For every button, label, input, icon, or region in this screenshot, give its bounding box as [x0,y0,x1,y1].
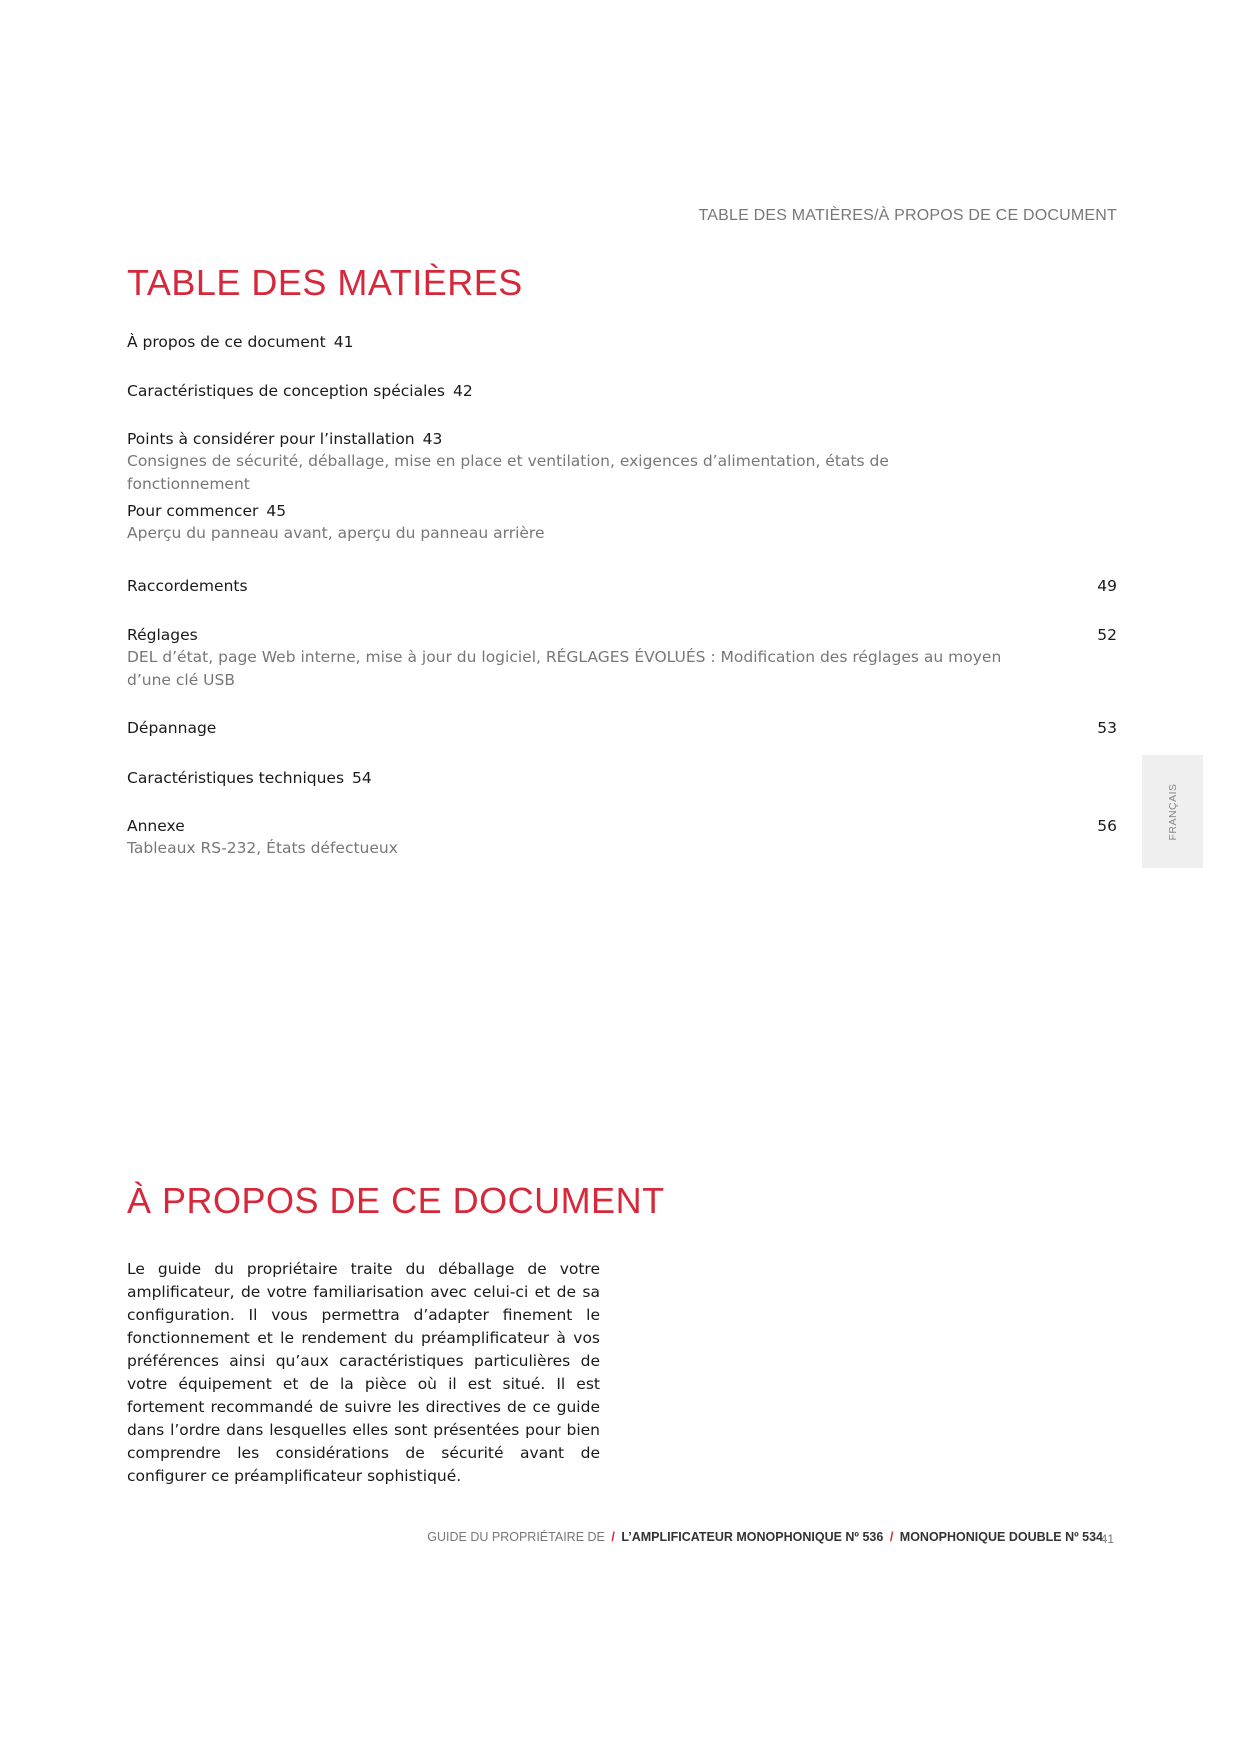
toc-entry-title: Annexe [127,817,185,835]
toc-entry[interactable] [127,717,1117,739]
toc-entry-page: 54 [352,769,372,787]
toc-entry[interactable] [127,815,1117,860]
toc-entry-title: Caractéristiques de conception spéciales 42 [127,382,473,400]
page-number: 41 [1100,1532,1114,1546]
toc-entry-subtitle: DEL d’état, page Web interne, mise à jour du logiciel, RÉGLAGES ÉVOLUÉS : Modification des réglages au moyen d’une clé USB [127,648,1002,689]
about-title: À PROPOS DE CE DOCUMENT [127,1180,665,1221]
about-body: Le guide du propriétaire traite du déballage de votre amplificateur, de votre familiarisation avec celui-ci et de sa configuration. Il vous permettra d’adapter finement le fonctionnement et le rendement du préamplificateur à vos préférences ainsi qu’aux caractéristiques particulières de votre équipement et de la pièce où il est situé. Il est fortement recommandé de suivre les directives de ce guide dans l’ordre dans lesquelles elles sont présentées pour bien comprendre les considérations de sécurité avant de configurer ce préamplificateur sophistiqué. [127,1260,600,1485]
footer-separator: / [889,1530,894,1544]
toc-entry[interactable] [127,575,1117,597]
toc-entry-subtitle: Tableaux RS-232, États défectueux [127,839,398,857]
toc-entry-subtitle: Consignes de sécurité, déballage, mise en place et ventilation, exigences d’alimentation, états de fonctionnement [127,452,889,493]
toc-entry-title: Points à considérer pour l’installation 43 [127,430,443,448]
toc-entry-title: Raccordements [127,577,248,595]
toc-entry[interactable] [127,331,1117,353]
footer-separator: / [611,1530,615,1544]
toc-entry-title: À propos de ce document 41 [127,333,354,351]
language-tab-label: FRANÇAIS [1166,782,1179,841]
toc-entry-title: Pour commencer 45 [127,502,287,520]
toc-entry[interactable] [127,767,1117,789]
toc-entry[interactable] [127,380,1117,402]
toc-entry-page: 42 [453,382,473,400]
toc-entry-title: Dépannage [127,719,217,737]
toc-entry[interactable] [127,624,1117,691]
toc-title: TABLE DES MATIÈRES [127,262,523,303]
running-header: TABLE DES MATIÈRES/À PROPOS DE CE DOCUMENT [698,207,1117,224]
toc-entry-subtitle: Aperçu du panneau avant, aperçu du panneau arrière [127,524,545,542]
toc-entry-page: 41 [333,333,354,351]
language-tab[interactable] [1142,755,1203,868]
footer [427,1530,1103,1544]
footer-product-one: L’AMPLIFICATEUR MONOPHONIQUE Nº 536 [621,1530,884,1544]
toc-entry-page: 49 [1097,577,1117,595]
toc-entry-title: Caractéristiques techniques 54 [127,769,372,787]
toc-entry-page: 56 [1097,817,1117,835]
toc-entry-page: 43 [422,430,443,448]
toc-entry-page: 52 [1097,626,1117,644]
footer-product-two: MONOPHONIQUE DOUBLE Nº 534 [899,1530,1103,1544]
toc-entry-page: 53 [1097,719,1117,737]
footer-guide-label: GUIDE DU PROPRIÉTAIRE DE [427,1530,605,1544]
toc-entry-page: 45 [266,502,287,520]
toc-entry[interactable] [127,500,1117,545]
toc-entry[interactable] [127,428,1117,495]
toc-entry-title: Réglages [127,626,198,644]
